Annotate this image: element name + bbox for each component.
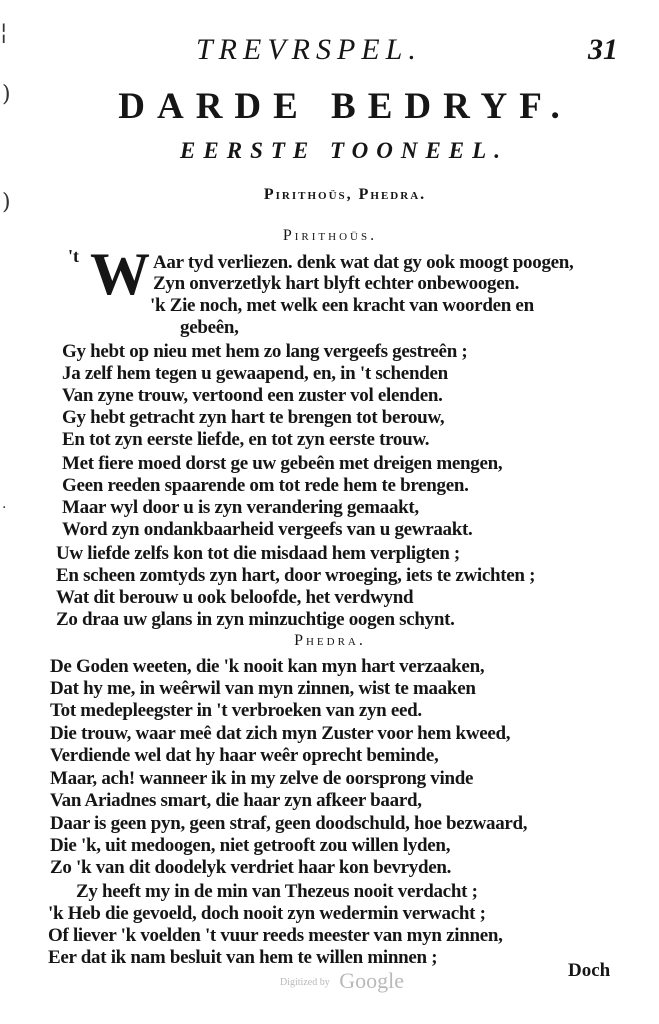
verse-line: Verdiende wel dat hy haar weêr oprecht beminde, <box>50 745 439 766</box>
verse-line: Tot medepleegster in 't verbroeken van zyn eed. <box>50 700 422 721</box>
verse-line: Word zyn ondankbaarheid vergeefs van u gewraakt. <box>62 519 473 540</box>
verse-line: Wat dit berouw u ook beloofde, het verdwynd <box>56 587 414 608</box>
initial-prefix: 't <box>68 246 79 266</box>
watermark-brand: Google <box>339 968 404 993</box>
verse-line: Eer dat ik nam besluit van hem te willen minnen ; <box>48 947 438 968</box>
verse-line: Gy hebt getracht zyn hart te brengen tot berouw, <box>62 407 445 428</box>
verse-line: Zo draa uw glans in zyn minzuchtige oogen schynt. <box>56 609 455 630</box>
speaker-heading: Pirithoüs. <box>282 227 378 244</box>
gutter-mark: ) <box>2 82 11 107</box>
speaker-heading: Phedra. <box>294 632 366 649</box>
digitization-watermark <box>280 968 404 994</box>
verse-line: Van zyne trouw, vertoond een zuster vol elenden. <box>62 385 443 406</box>
verse-line: En scheen zomtyds zyn hart, door wroeging, iets te zwichten ; <box>56 565 536 586</box>
page-number: 31 <box>588 33 618 66</box>
cast-list: Pirithoüs, Phedra. <box>263 186 427 203</box>
gutter-mark: ¦ <box>0 20 8 45</box>
running-head: TREVRSPEL. <box>196 33 422 66</box>
verse-line: Met fiere moed dorst ge uw gebeên met dreigen mengen, <box>62 453 503 474</box>
gutter-mark: ) <box>2 190 11 215</box>
verse-line: 'k Heb die gevoeld, doch nooit zyn wedermin verwacht ; <box>48 903 486 924</box>
scene-title: EERSTE TOONEEL. <box>180 138 508 163</box>
verse-line: Ja zelf hem tegen u gewaapend, en, in 't schenden <box>62 363 448 384</box>
verse-line: Die trouw, waar meê dat zich myn Zuster voor hem kweed, <box>50 723 511 744</box>
verse-line: Of liever 'k voelden 't vuur reeds meester van myn zinnen, <box>48 925 503 946</box>
verse-line: Maar wyl door u is zyn verandering gemaakt, <box>62 497 419 518</box>
verse-line: 'k Zie noch, met welk een kracht van woorden en <box>150 295 534 316</box>
verse-line: Dat hy me, in weêrwil van myn zinnen, wist te maaken <box>50 678 476 699</box>
verse-line: Uw liefde zelfs kon tot die misdaad hem verpligten ; <box>56 543 460 564</box>
watermark-prefix: Digitized by <box>280 977 330 989</box>
verse-line: gebeên, <box>180 317 239 338</box>
drop-cap: W <box>90 241 150 307</box>
verse-line: Van Ariadnes smart, die haar zyn afkeer baard, <box>50 790 422 811</box>
binding-gutter <box>0 0 14 1024</box>
gutter-mark: · <box>2 500 7 516</box>
verse-line: Daar is geen pyn, geen straf, geen doodschuld, hoe bezwaard, <box>50 813 528 834</box>
verse-line: Geen reeden spaarende om tot rede hem te brengen. <box>62 475 469 496</box>
catchword: Doch <box>568 960 611 981</box>
verse-line: Aar tyd verliezen. denk wat dat gy ook moogt poogen, <box>153 252 574 273</box>
verse-line: Die 'k, uit medoogen, niet getrooft zou willen lyden, <box>50 835 451 856</box>
verse-line: Zyn onverzetlyk hart blyft echter onbewoogen. <box>153 273 520 294</box>
verse-line: Maar, ach! wanneer ik in my zelve de oorsprong vinde <box>50 768 474 789</box>
verse-line: Zy heeft my in de min van Thezeus nooit verdacht ; <box>76 881 478 902</box>
verse-line: Zo 'k van dit doodelyk verdriet haar kon bevryden. <box>50 857 452 878</box>
act-title: DARDE BEDRYF. <box>118 86 572 127</box>
verse-line: De Goden weeten, die 'k nooit kan myn hart verzaaken, <box>50 656 485 677</box>
verse-line: En tot zyn eerste liefde, en tot zyn eerste trouw. <box>62 429 430 450</box>
verse-line: Gy hebt op nieu met hem zo lang vergeefs gestreên ; <box>62 341 468 362</box>
